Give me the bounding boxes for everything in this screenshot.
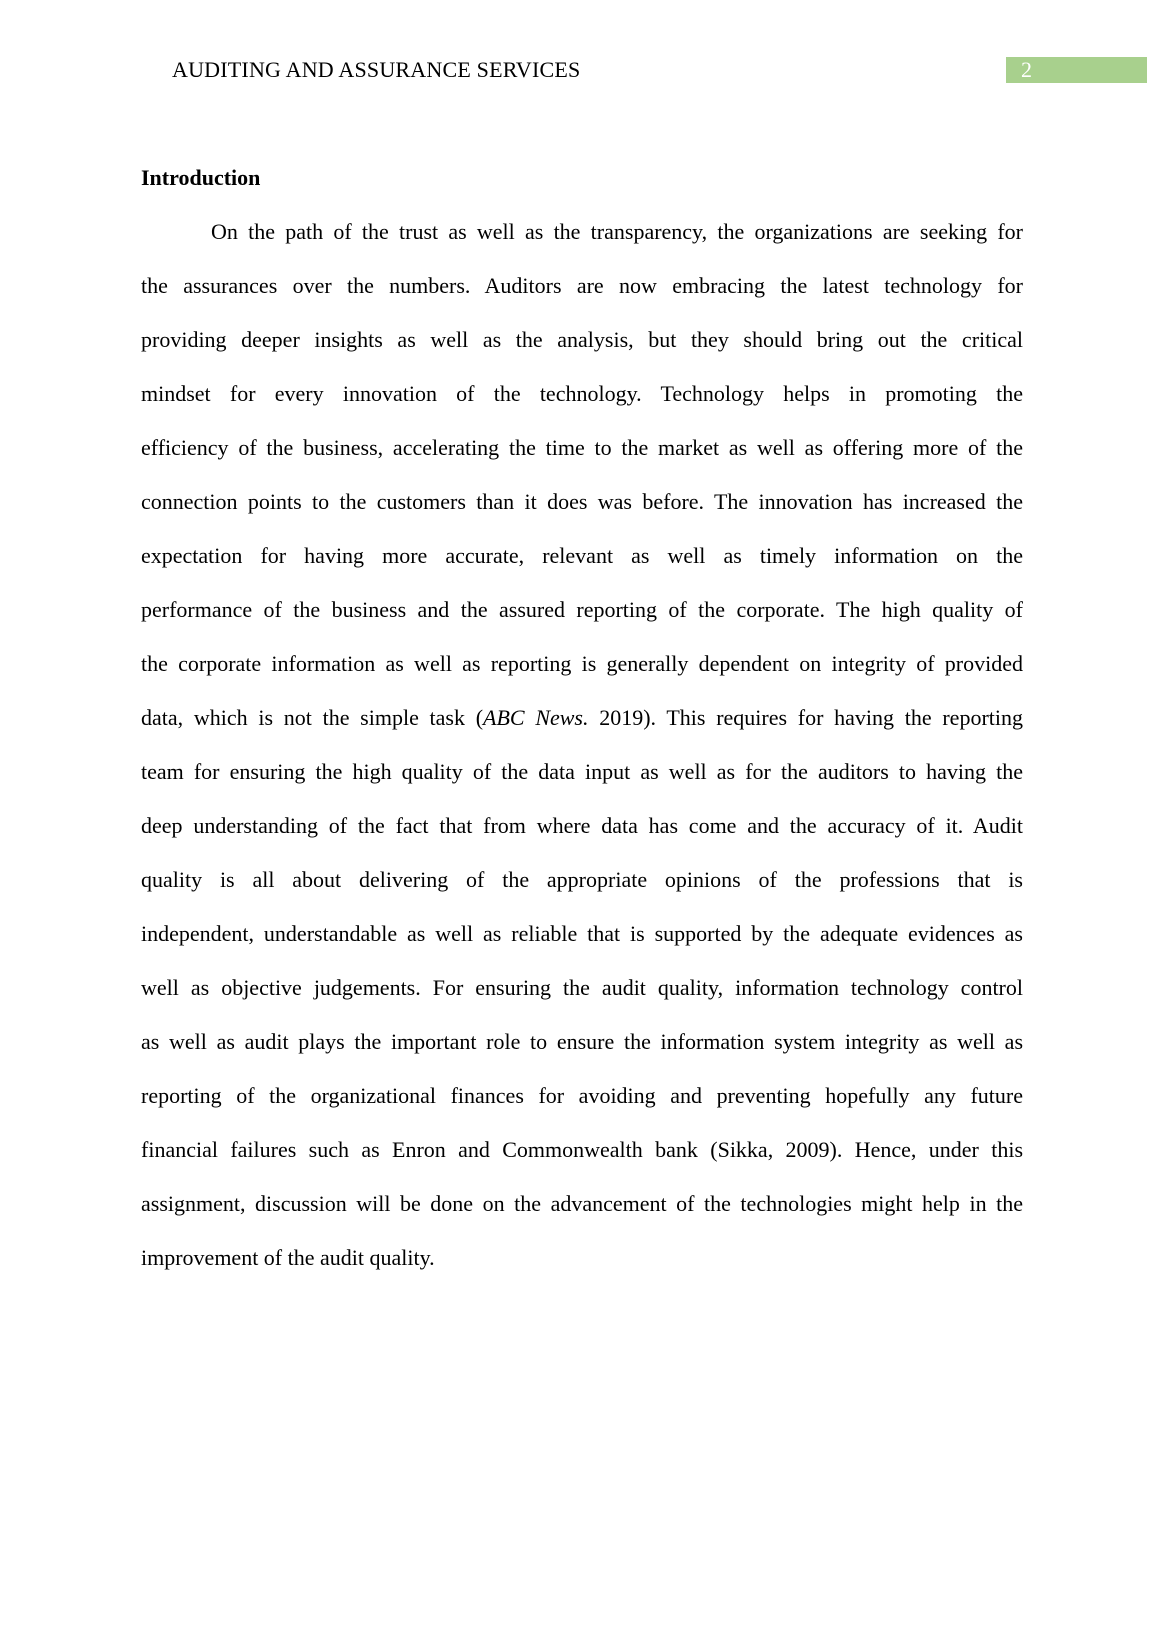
paragraph-line: mindset for every innovation of the technology. Technology helps in promoting the (141, 381, 1023, 406)
paragraph-line: as well as audit plays the important role to ensure the information system integrity as well as (141, 1029, 1023, 1054)
citation-lead: data, which is not the simple task ( (141, 705, 484, 730)
paragraph-line: deep understanding of the fact that from where data has come and the accuracy of it. Audit (141, 813, 1023, 838)
paragraph-line: the corporate information as well as reporting is generally dependent on integrity of provided (141, 651, 1023, 676)
paragraph-line: connection points to the customers than it does was before. The innovation has increased the (141, 489, 1023, 514)
paragraph-line: independent, understandable as well as reliable that is supported by the adequate evidences as (141, 921, 1023, 946)
paragraph-line: well as objective judgements. For ensuring the audit quality, information technology control (141, 975, 1023, 1000)
paragraph-line: reporting of the organizational finances for avoiding and preventing hopefully any future (141, 1083, 1023, 1108)
paragraph-line: On the path of the trust as well as the transparency, the organizations are seeking for (211, 219, 1023, 244)
citation-source: ABC News. (483, 705, 589, 730)
paragraph-line: expectation for having more accurate, relevant as well as timely information on the (141, 543, 1023, 568)
section-heading: Introduction (141, 165, 261, 190)
citation-tail: 2019). This requires for having the reporting (588, 705, 1023, 730)
paragraph-line: efficiency of the business, accelerating the time to the market as well as offering more of the (141, 435, 1023, 460)
paragraph-line: quality is all about delivering of the appropriate opinions of the professions that is (141, 867, 1023, 892)
paragraph-line: performance of the business and the assured reporting of the corporate. The high quality of (141, 597, 1023, 622)
page-number: 2 (1006, 57, 1147, 83)
paragraph-line: team for ensuring the high quality of the data input as well as for the auditors to having the (141, 759, 1023, 784)
paragraph-line: the assurances over the numbers. Auditors are now embracing the latest technology for (141, 273, 1023, 298)
running-head: AUDITING AND ASSURANCE SERVICES (172, 57, 581, 82)
paragraph-line: providing deeper insights as well as the analysis, but they should bring out the critical (141, 327, 1023, 352)
paragraph-line-citation (141, 691, 1023, 745)
body-paragraph (141, 205, 1023, 1285)
paragraph-line: financial failures such as Enron and Commonwealth bank (Sikka, 2009). Hence, under this (141, 1137, 1023, 1162)
paragraph-line: improvement of the audit quality. (141, 1245, 435, 1270)
paragraph-line: assignment, discussion will be done on the advancement of the technologies might help in the (141, 1191, 1023, 1216)
